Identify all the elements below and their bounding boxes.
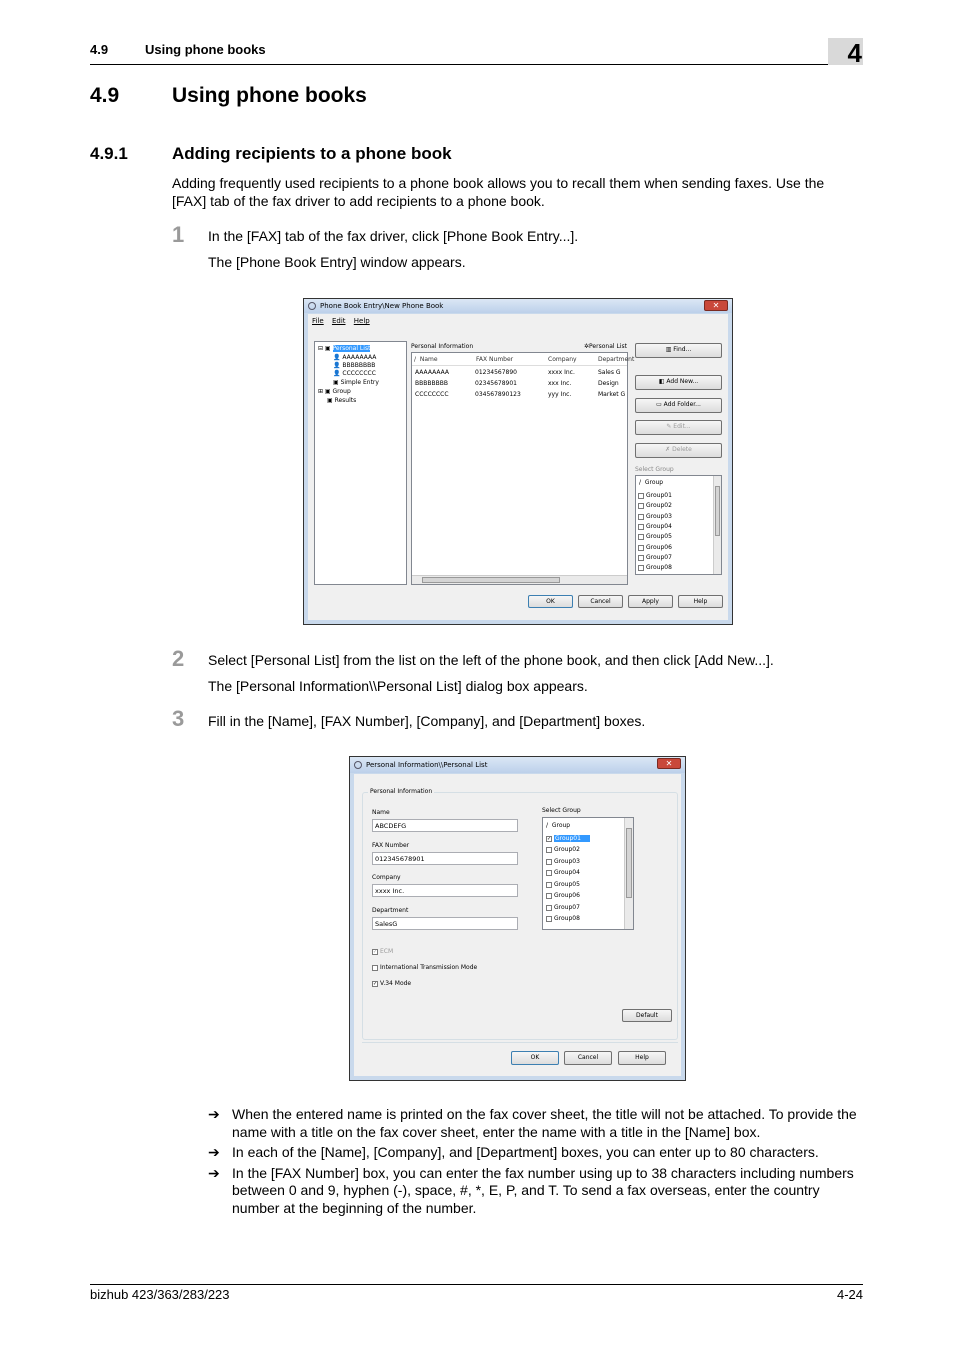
ecm-checkbox[interactable]: ✓ ECM bbox=[373, 948, 394, 955]
tree-item-personal-list[interactable]: ⊟ ▣ Personal List bbox=[318, 345, 371, 352]
checkbox-icon bbox=[638, 565, 644, 571]
find-button[interactable]: ▥ Find... bbox=[635, 343, 722, 358]
menu-bar bbox=[312, 317, 376, 325]
section-heading-number: 4.9 bbox=[90, 84, 120, 107]
vertical-scrollbar[interactable] bbox=[713, 476, 721, 574]
table-cell[interactable]: Design bbox=[598, 380, 619, 387]
help-button[interactable]: Help bbox=[678, 595, 723, 608]
group-checkbox[interactable]: Group02 bbox=[546, 846, 580, 853]
table-cell[interactable]: xxxx Inc. bbox=[548, 369, 575, 376]
checkbox-icon bbox=[638, 534, 644, 540]
subsection-heading-text: Adding recipients to a phone book bbox=[172, 144, 452, 163]
add-folder-button[interactable]: ▭ Add Folder... bbox=[635, 398, 722, 413]
checkbox-icon bbox=[638, 503, 644, 509]
horizontal-scrollbar[interactable] bbox=[412, 575, 627, 584]
group-checkbox[interactable]: Group01 bbox=[638, 492, 672, 499]
group-list bbox=[542, 817, 634, 930]
cancel-button[interactable]: Cancel bbox=[578, 595, 623, 608]
default-button[interactable]: Default bbox=[622, 1009, 672, 1022]
phone-book-entry-window bbox=[303, 298, 733, 625]
panel-label: Personal Information bbox=[411, 343, 474, 350]
tree-item-results[interactable]: ▣ Results bbox=[327, 397, 357, 404]
scrollbar-thumb[interactable] bbox=[422, 577, 560, 583]
ok-button[interactable]: OK bbox=[528, 595, 573, 608]
checkbox-icon bbox=[638, 514, 644, 520]
group-checkbox[interactable]: Group08 bbox=[638, 564, 672, 574]
header-section-title: Using phone books bbox=[145, 42, 266, 57]
checkbox-icon bbox=[546, 882, 552, 888]
delete-button[interactable]: ✗ Delete bbox=[635, 443, 722, 458]
checkbox-icon bbox=[546, 905, 552, 911]
cancel-button[interactable]: Cancel bbox=[564, 1051, 612, 1065]
ok-button[interactable]: OK bbox=[511, 1051, 559, 1065]
international-mode-checkbox[interactable]: International Transmission Mode bbox=[372, 964, 477, 971]
group-checkbox[interactable]: Group07 bbox=[638, 554, 672, 561]
group-checkbox[interactable]: Group02 bbox=[638, 502, 672, 509]
checkbox-checked-icon: ✓ bbox=[373, 980, 378, 987]
checkbox-icon bbox=[638, 545, 644, 551]
vertical-scrollbar[interactable] bbox=[624, 818, 633, 929]
arrow-icon: ➔ bbox=[208, 1144, 220, 1160]
tree-item-label: BBBBBBBB bbox=[342, 362, 376, 369]
column-header-company[interactable]: Company bbox=[548, 356, 577, 363]
name-field[interactable]: ABCDEFG bbox=[372, 819, 518, 832]
menu-help[interactable]: Help bbox=[353, 317, 370, 325]
header-section-number: 4.9 bbox=[90, 42, 109, 57]
tree-item-label: Simple Entry bbox=[340, 379, 379, 386]
checkbox-checked-icon: ✓ bbox=[547, 835, 552, 842]
group-checkbox[interactable]: Group03 bbox=[546, 858, 580, 865]
footer-rule bbox=[90, 1284, 863, 1285]
fax-number-field[interactable]: 012345678901 bbox=[372, 852, 518, 865]
step-instruction: Select [Personal List] from the list on the left of the phone book, and then click [Add New...]. bbox=[208, 652, 774, 668]
section-heading bbox=[90, 84, 367, 108]
header-divider bbox=[412, 365, 627, 366]
note-item: ➔ In each of the [Name], [Company], and [Department] boxes, you can enter up to 80 characters. bbox=[208, 1144, 819, 1160]
close-icon[interactable]: ✕ bbox=[657, 758, 681, 769]
checkbox-icon bbox=[546, 859, 552, 865]
groupbox-label: Personal Information bbox=[370, 788, 433, 795]
table-cell[interactable]: BBBBBBBB bbox=[415, 380, 448, 387]
checkbox-icon bbox=[546, 847, 552, 853]
checkbox-checked-icon: ✓ bbox=[373, 948, 378, 955]
department-field[interactable]: SalesG bbox=[372, 917, 518, 930]
checkbox-icon bbox=[546, 916, 552, 922]
header-rule bbox=[90, 64, 863, 65]
scrollbar-thumb[interactable] bbox=[715, 486, 720, 536]
checkbox-icon bbox=[638, 493, 644, 499]
group-checkbox[interactable]: Group03 bbox=[638, 513, 672, 520]
table-cell[interactable]: AAAAAAAA bbox=[415, 369, 450, 376]
group-checkbox[interactable]: Group06 bbox=[638, 544, 672, 551]
step-number: 2 bbox=[172, 646, 185, 671]
table-cell[interactable]: Market G bbox=[598, 391, 626, 398]
recipient-list bbox=[411, 352, 635, 585]
intro-paragraph: Adding frequently used recipients to a phone book allows you to recall them when sending faxes. Use the [FAX] tab of the fax driver to add recipients to a phone book. bbox=[172, 175, 825, 209]
tree-item-label: Results bbox=[334, 397, 357, 404]
checkbox-icon bbox=[546, 893, 552, 899]
tree-item-label: CCCCCCCC bbox=[342, 370, 376, 377]
step-instruction: In the [FAX] tab of the fax driver, click [Phone Book Entry...]. bbox=[208, 228, 579, 244]
group-checkbox[interactable]: Group06 bbox=[546, 892, 580, 899]
company-field[interactable]: xxxx Inc. bbox=[372, 884, 518, 897]
dialog-client-area bbox=[354, 774, 681, 1076]
table-cell[interactable]: xxx Inc. bbox=[548, 380, 572, 387]
group-checkbox[interactable]: Group05 bbox=[638, 533, 672, 540]
table-cell[interactable]: 034567890123 bbox=[475, 391, 521, 398]
group-list-header: / Group bbox=[639, 479, 664, 486]
department-label: Department bbox=[372, 907, 409, 914]
tree-item-label: AAAAAAAA bbox=[342, 354, 377, 361]
select-group-label: Select Group bbox=[542, 807, 581, 814]
section-heading-text: Using phone books bbox=[172, 84, 367, 107]
step-result: The [Phone Book Entry] window appears. bbox=[208, 254, 466, 270]
group-list-header: / Group bbox=[546, 822, 571, 829]
step-result: The [Personal Information\\Personal List] dialog box appears. bbox=[208, 678, 588, 694]
note-item: ➔ In the [FAX Number] box, you can enter the fax number using up to 38 characters including numbers between 0 and 9, hyphen (-), space, #, *, E, P, and T. To send a fax overseas, enter the country number at the beginning of the number. bbox=[208, 1164, 854, 1216]
chapter-number: 4 bbox=[847, 38, 862, 68]
arrow-icon: ➔ bbox=[208, 1106, 220, 1122]
group-checkbox[interactable]: Group04 bbox=[638, 523, 672, 530]
subsection-heading bbox=[90, 144, 452, 164]
menu-edit[interactable]: Edit bbox=[331, 317, 346, 325]
folder-icon: ▭ bbox=[656, 401, 662, 408]
add-new-button[interactable]: ◧ Add New... bbox=[635, 375, 722, 390]
tree-item-label: Personal List bbox=[332, 345, 371, 352]
phone-book-tree bbox=[314, 341, 407, 585]
scrollbar-thumb[interactable] bbox=[626, 828, 632, 898]
close-icon[interactable]: ✕ bbox=[704, 300, 728, 311]
step-number: 1 bbox=[172, 222, 185, 247]
name-label: Name bbox=[372, 809, 390, 816]
group-checkbox[interactable]: Group04 bbox=[546, 869, 580, 876]
title-bar bbox=[350, 757, 685, 773]
subsection-heading-number: 4.9.1 bbox=[90, 144, 128, 163]
help-button[interactable]: Help bbox=[618, 1051, 666, 1065]
note-item: ➔ When the entered name is printed on the fax cover sheet, the title will not be attached. To provide the name with a title on the fax cover sheet, enter the name with a title in the [Name] box. bbox=[208, 1106, 857, 1140]
checkbox-icon bbox=[546, 870, 552, 876]
step-instruction: Fill in the [Name], [FAX Number], [Company], and [Department] boxes. bbox=[208, 713, 646, 729]
apply-button[interactable]: Apply bbox=[628, 595, 673, 608]
group-checkbox[interactable]: Group07 bbox=[546, 904, 580, 911]
company-label: Company bbox=[372, 874, 401, 881]
checkbox-icon bbox=[638, 524, 644, 530]
tree-item-entry[interactable]: 👤 BBBBBBBB bbox=[333, 362, 376, 369]
tree-item-label: Group bbox=[332, 388, 351, 395]
group-checkbox[interactable]: Group08 bbox=[546, 915, 580, 928]
tree-item-simple-entry[interactable]: ▣ Simple Entry bbox=[333, 379, 379, 386]
table-cell[interactable]: yyy Inc. bbox=[548, 391, 572, 398]
group-checkbox[interactable]: ✓ Group01 bbox=[546, 835, 590, 842]
table-cell[interactable]: 01234567890 bbox=[475, 369, 517, 376]
fax-number-label: FAX Number bbox=[372, 842, 410, 849]
column-header-name[interactable]: / Name bbox=[414, 356, 438, 363]
table-cell[interactable]: 02345678901 bbox=[475, 380, 517, 387]
table-cell[interactable]: Sales G bbox=[598, 369, 621, 376]
group-checkbox[interactable]: Group05 bbox=[546, 881, 580, 888]
tree-item-group[interactable]: ⊞ ▣ Group bbox=[318, 388, 351, 395]
select-group-label: Select Group bbox=[635, 466, 674, 473]
v34-mode-checkbox[interactable]: ✓ V.34 Mode bbox=[373, 980, 412, 987]
user-icon bbox=[354, 761, 362, 769]
window-client-area bbox=[308, 314, 728, 620]
menu-file[interactable]: File bbox=[312, 317, 324, 325]
binoculars-icon: ▥ bbox=[665, 346, 672, 353]
checkbox-icon bbox=[638, 555, 644, 561]
edit-icon: ✎ bbox=[666, 423, 672, 430]
column-header-fax[interactable]: FAX Number bbox=[476, 356, 514, 363]
panel-label-right: ✲Personal List bbox=[584, 343, 627, 350]
window-title: Phone Book Entry\New Phone Book bbox=[320, 302, 444, 310]
edit-button[interactable]: ✎ Edit... bbox=[635, 420, 722, 435]
title-bar bbox=[304, 299, 732, 313]
footer-page-number: 4-24 bbox=[836, 1287, 863, 1302]
tree-item-entry[interactable]: 👤 CCCCCCCC bbox=[333, 370, 376, 377]
checkbox-icon bbox=[372, 965, 378, 971]
personal-information-dialog bbox=[349, 756, 686, 1081]
dialog-divider bbox=[362, 1042, 678, 1043]
footer-model: bizhub 423/363/283/223 bbox=[90, 1287, 230, 1302]
add-entry-icon: ◧ bbox=[658, 378, 665, 385]
table-cell[interactable]: CCCCCCCC bbox=[415, 391, 449, 398]
dialog-title: Personal Information\\Personal List bbox=[366, 761, 488, 769]
step-number: 3 bbox=[172, 706, 185, 731]
delete-icon: ✗ bbox=[665, 446, 671, 453]
column-header-department[interactable]: Department bbox=[598, 356, 635, 363]
window-app-icon bbox=[308, 302, 316, 310]
notes-list bbox=[208, 1106, 864, 1220]
group-list bbox=[635, 475, 722, 575]
tree-item-entry[interactable]: 👤 AAAAAAAA bbox=[333, 354, 377, 361]
arrow-icon: ➔ bbox=[208, 1164, 220, 1181]
